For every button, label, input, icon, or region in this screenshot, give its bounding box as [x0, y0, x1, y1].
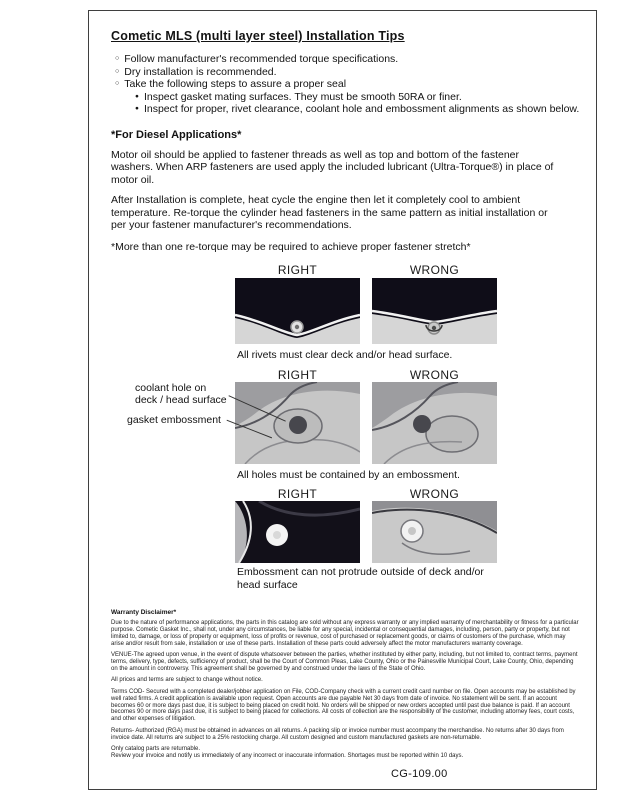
diagram-section — [109, 263, 580, 601]
disclaimer-paragraph: Returns- Authorized (RGA) must be obtained in advances on all returns. A packing slip or invoice number must accompany the merchandise. No returns after 30 days from invoice date. All returns are subject to a 25% restocking charge. All custom designed and custom manufactured gaskets are non-returnable. — [111, 727, 564, 741]
list-item-text: Take the following steps to assure a proper seal — [124, 78, 347, 90]
disclaimer-paragraph: Due to the nature of performance applications, the parts in this catalog are sold without any express warranty or any implied warranty of merchantability or fitness for a particular purpose. Cometic Gasket Inc., shall not, under any circumstances, be liable for any special, incidental or consequential damages, including, person, party or property, but not limited to, damage, or loss of property or equipment, loss of profits or revenue, cost of purchased or replacement goods, or claims of customers of the purchase, which may arise and/or result from sale, installation or use of these parts. Installation of these parts could adversely affect the motor manufacturers warranty coverage. — [111, 620, 579, 647]
disclaimer-paragraph: VENUE-The agreed upon venue, in the event of dispute whatsoever between the parties, whether instituted by either party, including, but not limited to, contract terms, payment terms, delivery, type, defects, sufficiency of product, shall be the Court of Common Pleas, Lake County, Ohio or the Painesville Municipal Court, Lake County, Ohio, depending on the amount in controversy. This agreement shall be governed by and construed under the laws of the State of Ohio. — [111, 652, 578, 672]
list-item — [115, 53, 580, 66]
retorque-note: *More than one re-torque may be required to achieve proper fastener stretch* — [111, 240, 471, 253]
sub-list-item-text: Inspect for proper, rivet clearance, coolant hole and embossment alignments as shown below. — [143, 103, 580, 115]
wrong-label: WRONG — [409, 263, 460, 277]
bullet-icon: ○ — [115, 80, 120, 87]
bullet-icon: ○ — [115, 67, 120, 75]
coolant-hole-wrong-diagram — [372, 382, 497, 464]
disclaimer-paragraph: Only catalog parts are returnable. — [111, 746, 201, 753]
rivet-wrong-diagram — [372, 278, 497, 344]
page-content — [89, 11, 596, 780]
coolant-hole-right-diagram — [235, 382, 360, 464]
coolant-hole-annotation: coolant hole on deck / head surface — [135, 382, 227, 406]
diagram-caption: All holes must be contained by an embossment. — [237, 469, 460, 481]
embossment-wrong-diagram — [372, 501, 497, 563]
warranty-disclaimer — [111, 609, 579, 760]
diagram-caption: Embossment can not protrude outside of deck and/or head surface — [237, 566, 484, 591]
sub-bullet-icon: ● — [135, 105, 139, 112]
diesel-applications-heading: *For Diesel Applications* — [111, 128, 242, 141]
diesel-paragraph-2: After Installation is complete, heat cycle the engine then let it completely cool to ambient temperature. Re-torque the cylinder head fasteners in the same pattern as initial installation or per your fastener manufacturer's recommendations. — [111, 194, 548, 231]
page-frame — [88, 10, 597, 790]
disclaimer-paragraph: All prices and terms are subject to change without notice. — [111, 677, 263, 684]
gasket-embossment-annotation: gasket embossment — [127, 414, 221, 426]
bullet-icon: ○ — [115, 55, 120, 62]
disclaimer-paragraph: Review your invoice and notify us immediately of any incorrect or inaccurate information. Shortages must be reported within 10 days. — [111, 753, 464, 759]
list-item-text: Follow manufacturer's recommended torque specifications. — [124, 53, 399, 65]
warranty-disclaimer-heading: Warranty Disclaimer* — [111, 609, 177, 616]
list-item — [115, 66, 580, 79]
sub-list-item — [135, 103, 580, 116]
tips-list — [109, 53, 580, 116]
right-label: RIGHT — [277, 487, 318, 501]
rivet-right-diagram — [235, 278, 360, 344]
wrong-label: WRONG — [409, 487, 460, 501]
disclaimer-paragraph: Terms COD- Secured with a completed dealer/jobber application on File, COD-Company check with a current credit card number on file. Open accounts may be established by well rated firms. A credit application is available upon request. Open accounts are due payable Net 30 days from date of invoice. No statement will be sent. If an account becomes 60 or more days past due, it is subject to being placed on credit hold. No orders will be shipped or new orders accepted until past due balance is paid. If an account becomes 90 or more days past due, it is subject to being placed for collections. All costs of collection are the responsibility of the customer, including attorney fees, court costs, and other expenses of litigation. — [111, 688, 576, 723]
right-label: RIGHT — [277, 263, 318, 277]
wrong-label: WRONG — [409, 368, 460, 382]
page-number: CG-109.00 — [391, 767, 448, 780]
list-item — [115, 78, 580, 91]
list-item-text: Dry installation is recommended. — [124, 65, 277, 78]
sub-bullet-icon: ● — [135, 92, 139, 100]
right-label: RIGHT — [277, 368, 318, 382]
embossment-right-diagram — [235, 501, 360, 563]
diagram-caption: All rivets must clear deck and/or head surface. — [237, 349, 453, 361]
page-title: Cometic MLS (multi layer steel) Installation Tips — [111, 29, 405, 43]
sub-list-item-text: Inspect gasket mating surfaces. They must be smooth 50RA or finer. — [143, 90, 462, 103]
sub-list-item — [135, 91, 580, 104]
diesel-paragraph-1: Motor oil should be applied to fastener threads as well as top and bottom of the fastener washers. When ARP fasteners are used apply the included lubricant (Ultra-Torque®) in place of motor oil. — [111, 148, 554, 186]
